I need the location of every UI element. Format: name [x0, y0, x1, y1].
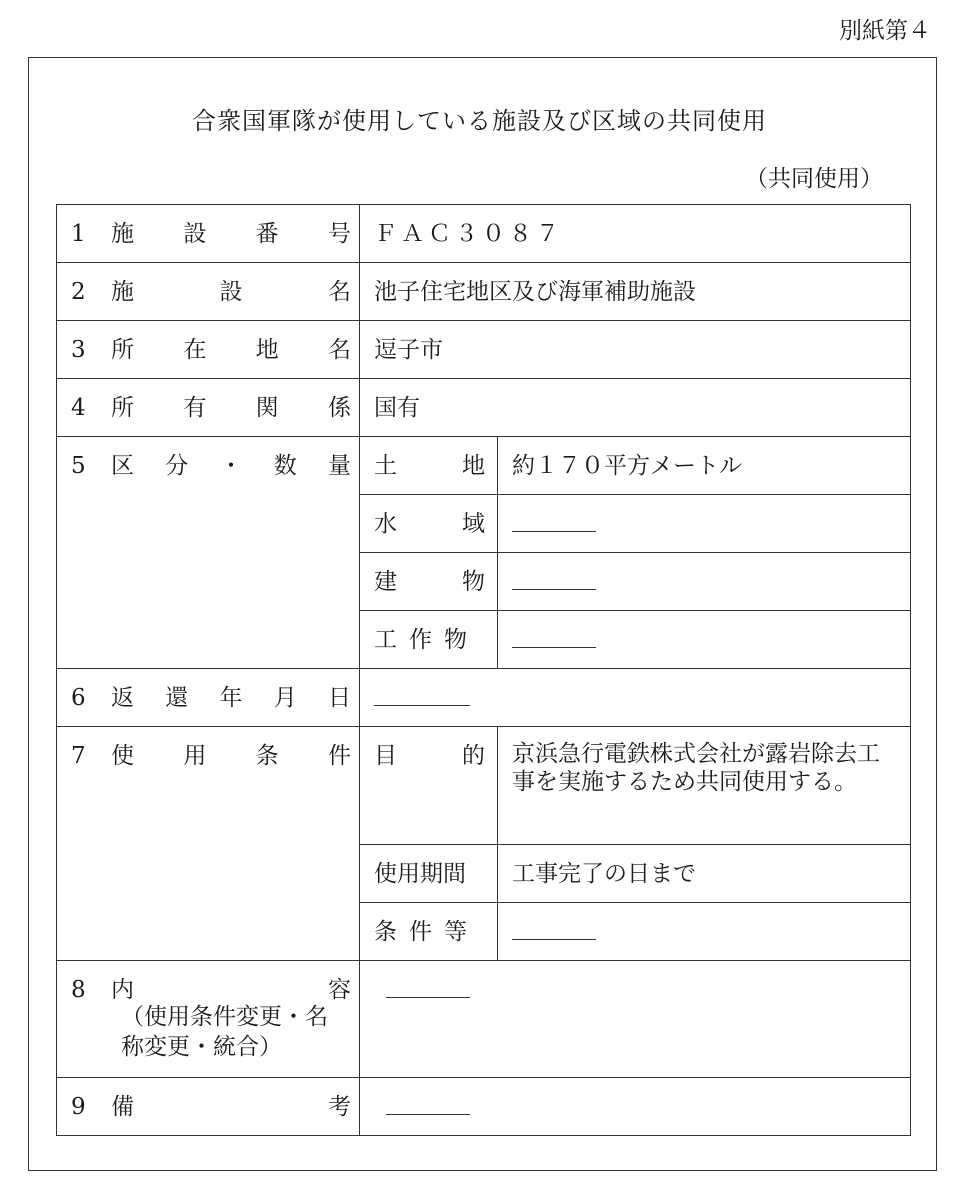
empty-dash — [386, 997, 470, 998]
sub-label: 使用期間 — [374, 861, 466, 887]
empty-dash — [374, 705, 470, 706]
content-note: （使用条件変更・名称変更・統合） — [121, 1004, 328, 1061]
row-facility-name — [57, 263, 911, 321]
row-number: 4 — [71, 395, 86, 421]
row-label: 施 設 番 号 — [111, 221, 351, 247]
location-value: 逗子市 — [374, 337, 443, 363]
row-content — [57, 961, 911, 1078]
usage-period-value: 工事完了の日まで — [512, 861, 696, 887]
purpose-value: 京浜急行電鉄株式会社が露岩除去工事を実施するため共同使用する。 — [512, 741, 880, 795]
empty-dash — [512, 589, 596, 590]
row-number: 7 — [71, 743, 86, 769]
row-label: 返 還 年 月 日 — [111, 685, 351, 711]
row-number: 8 — [71, 977, 86, 1003]
empty-dash — [512, 531, 596, 532]
facility-table — [56, 204, 911, 1136]
row-remarks — [57, 1078, 911, 1136]
row-label: 施 設 名 — [111, 279, 351, 305]
land-value: 約１７０平方メートル — [512, 453, 742, 479]
empty-dash — [512, 647, 596, 648]
row-ownership — [57, 379, 911, 437]
row-number: 3 — [71, 337, 86, 363]
row-number: 9 — [71, 1094, 86, 1120]
sub-label: 条 件 等 — [374, 919, 467, 945]
row-label: 所 在 地 名 — [111, 337, 351, 363]
row-label: 使 用 条 件 — [111, 743, 351, 769]
row-facility-number — [57, 205, 911, 263]
sub-label: 建 物 — [374, 569, 485, 595]
sub-label: 工 作 物 — [374, 627, 467, 653]
facility-name-value: 池子住宅地区及び海軍補助施設 — [374, 279, 696, 305]
row-usage-conditions — [57, 727, 911, 845]
ownership-value: 国有 — [374, 395, 420, 421]
row-number: 6 — [71, 685, 86, 711]
row-return-date — [57, 669, 911, 727]
row-classification — [57, 437, 911, 495]
row-label: 備 考 — [111, 1094, 351, 1120]
sub-label: 水 域 — [374, 511, 485, 537]
row-location — [57, 321, 911, 379]
row-number: 1 — [71, 221, 86, 247]
sub-label: 目 的 — [374, 743, 485, 769]
row-label: 区 分 ・ 数 量 — [111, 453, 351, 479]
page-subtitle: （共同使用） — [745, 166, 883, 192]
sub-label: 土 地 — [374, 453, 485, 479]
row-number: 5 — [71, 453, 86, 479]
empty-dash — [512, 939, 596, 940]
facility-number-value: ＦＡＣ３０８７ — [374, 221, 563, 247]
empty-dash — [386, 1114, 470, 1115]
page-title: 合衆国軍隊が使用している施設及び区域の共同使用 — [192, 107, 767, 135]
annex-label: 別紙第４ — [839, 18, 931, 44]
row-label: 所 有 関 係 — [111, 395, 351, 421]
row-number: 2 — [71, 279, 86, 305]
row-label: 内 容 — [111, 977, 351, 1003]
